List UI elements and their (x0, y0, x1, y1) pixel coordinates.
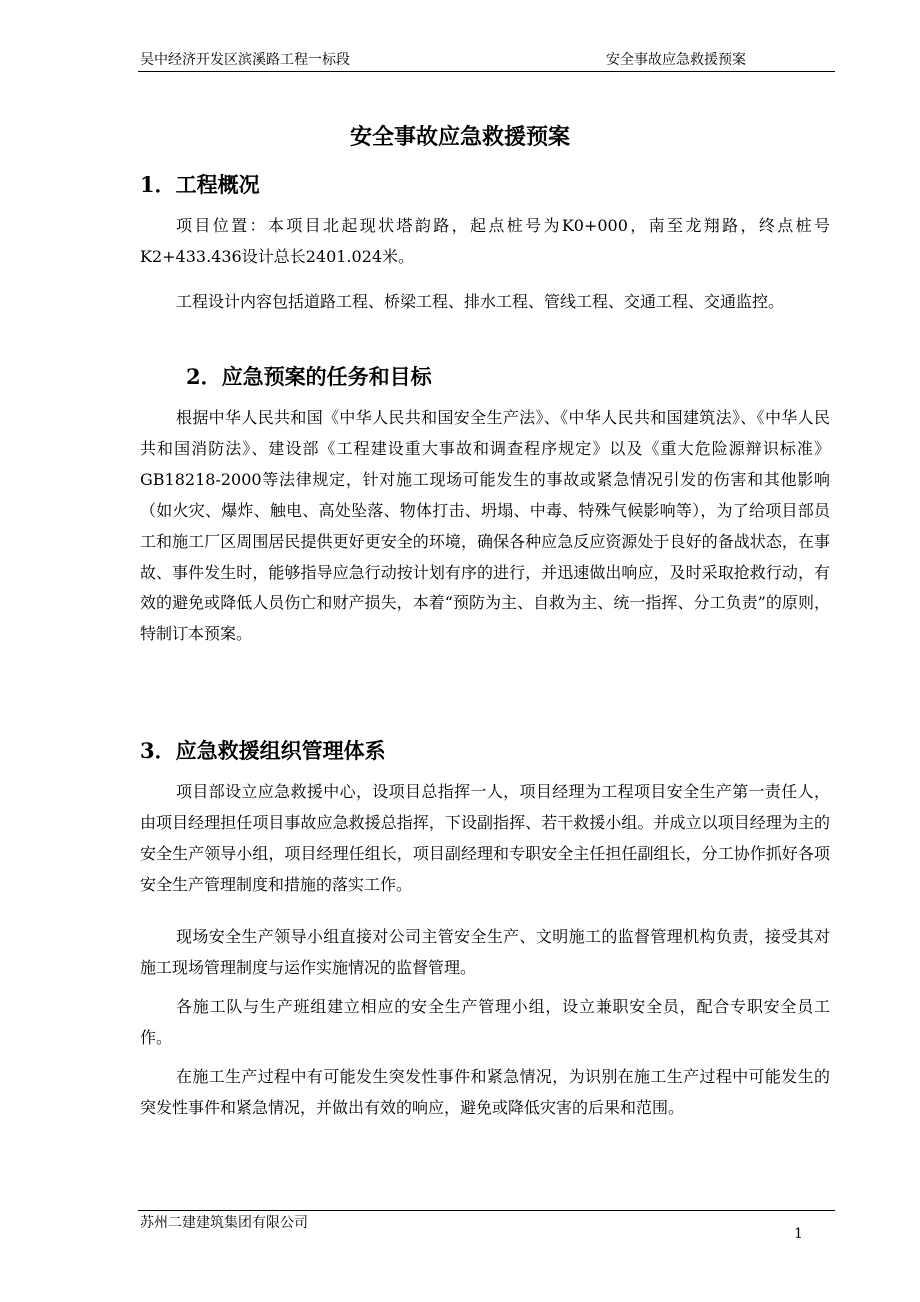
header-document-name: 安全事故应急救援预案 (606, 52, 746, 68)
header-project-name: 吴中经济开发区滨溪路工程一标段 (140, 52, 350, 68)
section-3-heading: 3．应急救援组织管理体系 (140, 738, 386, 763)
page-number: 1 (794, 1226, 803, 1242)
section-1-heading: 1．工程概况 (140, 172, 260, 197)
document-title: 安全事故应急救援预案 (349, 124, 570, 150)
section-3-paragraph-2: 现场安全生产领导小组直接对公司主管安全生产、文明施工的监督管理机构负责，接受其对施工现场管理制度与运作实施情况的监督管理。 (140, 927, 830, 977)
section-3-paragraph-1: 项目部设立应急救援中心，设项目总指挥一人，项目经理为工程项目安全生产第一责任人，由项目经理担任项目事故应急救援总指挥，下设副指挥、若干救援小组。并成立以项目经理为主的安全生产领导小组，项目经理任组长，项目副经理和专职安全主任担任副组长，分工协作抓好各项安全生产管理制度和措施的落实工作。 (140, 782, 830, 894)
section-1-paragraph-1: 项目位置：本项目北起现状塔韵路，起点桩号为K0+000，南至龙翔路，终点桩号K2+433.436设计总长2401.024米。 (140, 216, 830, 266)
section-2-heading: 2．应急预案的任务和目标 (186, 364, 432, 389)
header-divider (138, 71, 835, 72)
section-1-paragraph-2: 工程设计内容包括道路工程、桥梁工程、排水工程、管线工程、交通工程、交通监控。 (176, 292, 785, 311)
section-2-paragraph-1: 根据中华人民共和国《中华人民共和国安全生产法》、《中华人民共和国建筑法》、《中华人民共和国消防法》、建设部《工程建设重大事故和调查程序规定》以及《重大危险源辩识标准》GB18218-2000等法律规定，针对施工现场可能发生的事故或紧急情况引发的伤害和其他影响（如火灾、爆炸、触电、高处坠落、物体打击、坍塌、中毒、特殊气候影响等），为了给项目部员工和施工厂区周围居民提供更好更安全的环境，确保各种应急反应资源处于良好的备战状态，在事故、事件发生时，能够指导应急行动按计划有序的进行，并迅速做出响应，及时采取抢救行动，有效的避免或降低人员伤亡和财产损失，本着“预防为主、自救为主、统一指挥、分工负责”的原则，特制订本预案。 (140, 408, 830, 644)
footer-divider (138, 1210, 835, 1211)
section-3-paragraph-4: 在施工生产过程中有可能发生突发性事件和紧急情况，为识别在施工生产过程中可能发生的突发性事件和紧急情况，并做出有效的响应，避免或降低灾害的后果和范围。 (140, 1067, 830, 1117)
footer-company-name: 苏州二建建筑集团有限公司 (140, 1215, 308, 1231)
section-3-paragraph-3: 各施工队与生产班组建立相应的安全生产管理小组，设立兼职安全员，配合专职安全员工作。 (140, 997, 830, 1047)
